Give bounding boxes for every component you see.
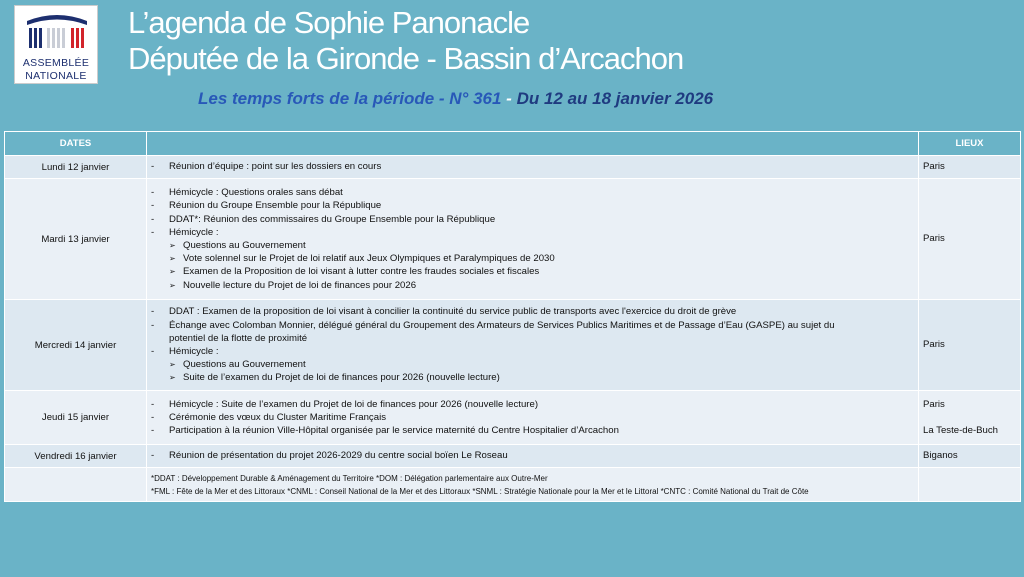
- logo-line1: ASSEMBLÉE: [22, 57, 90, 69]
- row-place: [919, 300, 1021, 391]
- place-label: Biganos: [923, 450, 958, 462]
- subtitle-issue: Les temps forts de la période - N° 361: [198, 89, 502, 108]
- row-date: Vendredi 16 janvier: [5, 445, 147, 468]
- row-content: [147, 391, 919, 445]
- agenda-item: [151, 411, 914, 424]
- agenda-item: [151, 398, 914, 411]
- agenda-subitem: [151, 279, 914, 292]
- arrow-bullet-icon: ➢: [169, 254, 176, 264]
- agenda-row: [5, 156, 1021, 179]
- footnote-line: *FML : Fête de la Mer et des Littoraux *CNML : Conseil National de la Mer et des Littoraux *SNML : Stratégie Nationale pour la Mer et le Littoral *CNTC : Comité National du Trait de Côte: [151, 486, 809, 496]
- agenda-line-text: potentiel de la flotte de proximité: [169, 332, 308, 344]
- agenda-line-text: DDAT : Examen de la proposition de loi visant à concilier la continuité du service public de transports avec l'exercice du droit de grève: [169, 306, 737, 318]
- agenda-item-continuation: [151, 332, 914, 345]
- agenda-line-text: Questions au Gouvernement: [183, 359, 306, 371]
- dash-bullet: -: [151, 346, 155, 357]
- footnote-line: *DDAT : Développement Durable & Aménagement du Territoire *DOM : Délégation parlementaire aux Outre-Mer: [151, 473, 548, 483]
- agenda-line-text: DDAT*: Réunion des commissaires du Groupe Ensemble pour la République: [169, 213, 496, 225]
- place-label: Paris: [923, 398, 945, 410]
- row-date: Mardi 13 janvier: [5, 179, 147, 300]
- dash-bullet: -: [151, 213, 155, 225]
- agenda-subitem: [151, 252, 914, 265]
- row-place: [919, 391, 1021, 445]
- header-lieux: LIEUX: [919, 132, 1021, 156]
- dash-bullet: -: [151, 306, 155, 318]
- agenda-line-text: Vote solennel sur le Projet de loi relatif aux Jeux Olympiques et Paralympiques de 2030: [183, 253, 555, 265]
- logo-line2: NATIONALE: [25, 70, 87, 82]
- dash-bullet: -: [151, 450, 155, 462]
- arrow-bullet-icon: ➢: [169, 280, 176, 290]
- header-dates: DATES: [5, 132, 147, 156]
- subtitle-separator: -: [501, 89, 517, 108]
- subtitle-dates: Du 12 au 18 janvier 2026: [516, 89, 714, 108]
- arrow-bullet-icon: ➢: [169, 267, 176, 277]
- agenda-item: [151, 319, 914, 332]
- period-subtitle: [198, 89, 713, 109]
- row-content: [147, 156, 919, 179]
- agenda-subitem: [151, 358, 914, 371]
- agenda-row: [5, 445, 1021, 468]
- agenda-line-text: Examen de la Proposition de loi visant à lutter contre les fraudes sociales et fiscales: [183, 266, 540, 278]
- table-header-row: [5, 132, 1021, 156]
- agenda-line-text: Hémicycle :: [169, 226, 219, 238]
- agenda-item: [151, 186, 914, 199]
- agenda-line-text: Échange avec Colomban Monnier, délégué général du Groupement des Armateurs de Services Publics Maritimes et de Passage d’Eau (GASPE) au sujet du: [169, 319, 835, 331]
- dash-bullet: -: [151, 161, 155, 173]
- agenda-item: [151, 449, 914, 462]
- arrow-bullet-icon: ➢: [169, 241, 176, 250]
- agenda-line-text: Réunion de présentation du projet 2026-2029 du centre social boïen Le Roseau: [169, 450, 508, 462]
- agenda-item: [151, 424, 914, 437]
- agenda-line-text: Hémicycle :: [169, 346, 219, 357]
- row-content: [147, 179, 919, 300]
- arrow-bullet-icon: ➢: [169, 360, 176, 370]
- agenda-item: [151, 305, 914, 318]
- agenda-subitem: [151, 371, 914, 384]
- dash-bullet: -: [151, 425, 155, 437]
- agenda-item: [151, 345, 914, 358]
- header-content: [147, 132, 919, 156]
- footnote-empty-place: [919, 468, 1021, 502]
- agenda-subitem: [151, 265, 914, 278]
- place-label: [923, 411, 1016, 424]
- agenda-line-text: Cérémonie des vœux du Cluster Maritime Français: [169, 411, 386, 423]
- place-label: Paris: [923, 339, 945, 351]
- dash-bullet: -: [151, 398, 155, 410]
- dash-bullet: -: [151, 226, 155, 238]
- row-date: Jeudi 15 janvier: [5, 391, 147, 445]
- dash-bullet: -: [151, 319, 155, 331]
- row-date: Lundi 12 janvier: [5, 156, 147, 179]
- agenda-row: [5, 179, 1021, 300]
- place-label: La Teste-de-Buch: [923, 425, 999, 437]
- arrow-bullet-icon: ➢: [169, 373, 176, 383]
- dash-bullet: -: [151, 187, 155, 199]
- dash-bullet: -: [151, 200, 155, 212]
- page-title-line1: L’agenda de Sophie Panonacle: [128, 5, 530, 40]
- row-date: Mercredi 14 janvier: [5, 300, 147, 391]
- agenda-item: [151, 226, 914, 239]
- agenda-body: [5, 156, 1021, 502]
- agenda-item: [151, 199, 914, 212]
- agenda-subitem: [151, 239, 914, 252]
- agenda-line-text: Réunion du Groupe Ensemble pour la République: [169, 200, 382, 212]
- agenda-line-text: Nouvelle lecture du Projet de loi de finances pour 2026: [183, 279, 417, 291]
- agenda-row: [5, 300, 1021, 391]
- row-content: [147, 300, 919, 391]
- agenda-row: [5, 391, 1021, 445]
- hemicycle-icon: [23, 11, 91, 53]
- agenda-line-text: Réunion d’équipe : point sur les dossiers en cours: [169, 161, 382, 173]
- dash-bullet: -: [151, 411, 155, 423]
- footnote-empty-date: [5, 468, 147, 502]
- assemblee-nationale-logo: [14, 5, 98, 84]
- page-title-line2: Députée de la Gironde - Bassin d’Arcachon: [128, 41, 684, 76]
- place-label: Paris: [923, 233, 945, 245]
- place-label: Paris: [923, 161, 945, 173]
- agenda-item: [151, 213, 914, 226]
- row-content: [147, 445, 919, 468]
- agenda-table: [4, 131, 1021, 502]
- agenda-line-text: Questions au Gouvernement: [183, 240, 306, 251]
- agenda-line-text: Suite de l’examen du Projet de loi de finances pour 2026 (nouvelle lecture): [183, 372, 500, 384]
- agenda-line-text: Hémicycle : Questions orales sans débat: [169, 187, 343, 199]
- row-place: [919, 156, 1021, 179]
- footnote-row: [5, 468, 1021, 502]
- agenda-line-text: Hémicycle : Suite de l’examen du Projet de loi de finances pour 2026 (nouvelle lecture): [169, 398, 539, 410]
- row-place: [919, 179, 1021, 300]
- agenda-item: [151, 160, 914, 173]
- row-place: [919, 445, 1021, 468]
- footnote-cell: [147, 468, 919, 502]
- agenda-line-text: Participation à la réunion Ville-Hôpital organisée par le service maternité du Centre Hospitalier d’Arcachon: [169, 425, 619, 437]
